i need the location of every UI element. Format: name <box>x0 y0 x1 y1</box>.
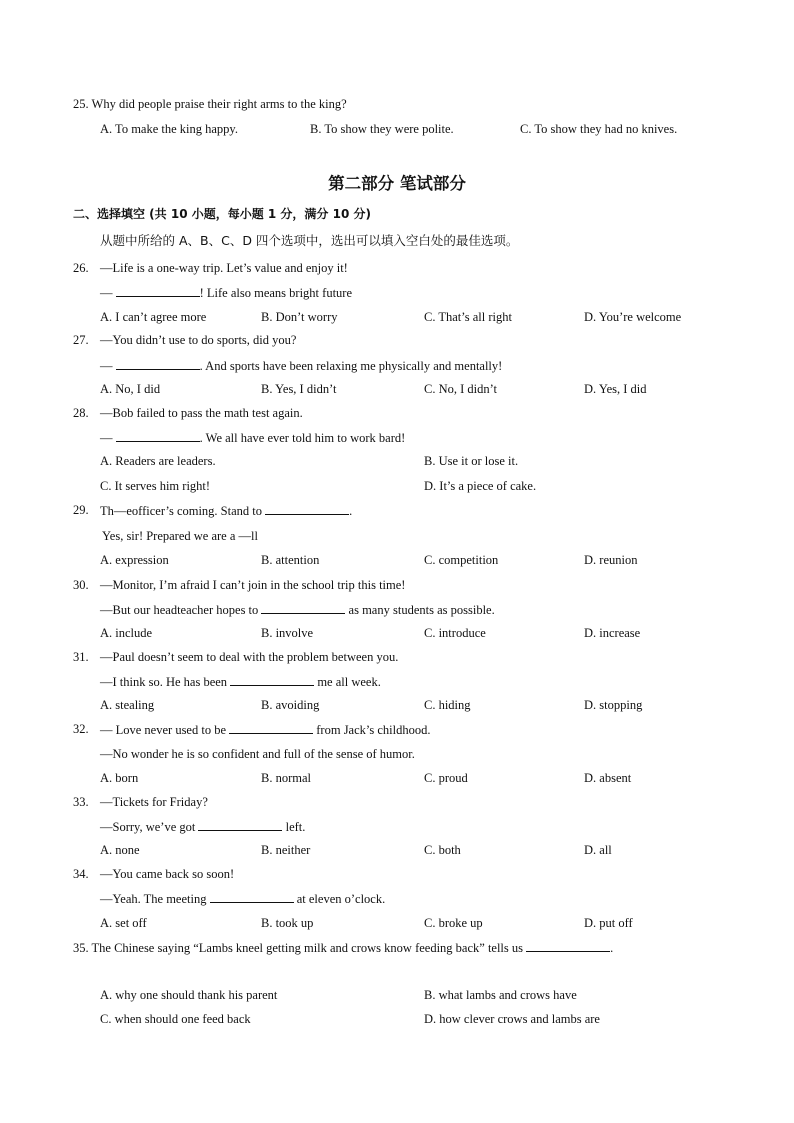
option-d: D. how clever crows and lambs are <box>424 1012 600 1026</box>
option-a: A. include <box>100 626 153 640</box>
option-b: B. neither <box>261 843 311 857</box>
option-c: C. both <box>424 843 461 857</box>
question-line-1: —Paul doesn’t seem to deal with the problem between you. <box>100 650 399 664</box>
question-line-2: Yes, sir! Prepared we are a —ll <box>102 529 258 543</box>
question-line-1: Th—eofficer’s coming. Stand to . <box>100 504 353 518</box>
option-a: A. I can’t agree more <box>100 310 207 324</box>
answer-blank <box>229 721 313 734</box>
answer-blank <box>116 357 200 370</box>
question-line-2: —Sorry, we’ve got left. <box>100 820 306 834</box>
q25-option-a: A. To make the king happy. <box>100 122 238 136</box>
option-b: B. what lambs and crows have <box>424 988 577 1002</box>
option-d: D. Yes, I did <box>584 382 647 396</box>
option-a: A. born <box>100 771 139 785</box>
question-line-2: —Yeah. The meeting at eleven o’clock. <box>100 892 386 906</box>
option-d: D. You’re welcome <box>584 310 682 324</box>
option-b: B. normal <box>261 771 311 785</box>
question-line-2: —I think so. He has been me all week. <box>100 675 381 689</box>
option-d: D. absent <box>584 771 632 785</box>
question-line-2: — . And sports have been relaxing me physically and mentally! <box>100 359 503 373</box>
option-a: A. none <box>100 843 140 857</box>
option-c: C. No, I didn’t <box>424 382 498 396</box>
option-d: D. put off <box>584 916 633 930</box>
answer-blank <box>210 890 294 903</box>
question-line-2: — ! Life also means bright future <box>100 286 353 300</box>
option-a: A. Readers are leaders. <box>100 454 216 468</box>
question-line-2: —But our headteacher hopes to as many students as possible. <box>100 603 495 617</box>
option-b: B. Don’t worry <box>261 310 338 324</box>
answer-blank <box>526 939 610 952</box>
section-instruction: 从题中所给的 A、B、C、D 四个选项中，选出可以填入空白处的最佳选项。 <box>100 233 519 248</box>
answer-blank <box>116 284 200 297</box>
option-c: C. proud <box>424 771 468 785</box>
option-b: B. Use it or lose it. <box>424 454 519 468</box>
option-d: D. It’s a piece of cake. <box>424 479 537 493</box>
answer-blank <box>198 818 282 831</box>
option-a: A. No, I did <box>100 382 161 396</box>
option-d: D. all <box>584 843 612 857</box>
q25-stem: 25. Why did people praise their right arms to the king? <box>73 97 347 111</box>
question-number: 27. <box>73 333 89 347</box>
option-d: D. stopping <box>584 698 643 712</box>
question-number: 29. <box>73 503 89 517</box>
option-b: B. avoiding <box>261 698 320 712</box>
question-number: 30. <box>73 578 89 592</box>
question-number: 34. <box>73 867 89 881</box>
option-c: C. introduce <box>424 626 486 640</box>
question-line-2: —No wonder he is so confident and full of the sense of humor. <box>100 747 415 761</box>
option-c: C. broke up <box>424 916 483 930</box>
answer-blank <box>230 673 314 686</box>
option-c: C. when should one feed back <box>100 1012 251 1026</box>
option-a: A. why one should thank his parent <box>100 988 278 1002</box>
question-number: 26. <box>73 261 89 275</box>
option-c: C. That’s all right <box>424 310 512 324</box>
question-number: 33. <box>73 795 89 809</box>
q25-option-b: B. To show they were polite. <box>310 122 454 136</box>
answer-blank <box>261 601 345 614</box>
option-b: B. involve <box>261 626 314 640</box>
option-b: B. Yes, I didn’t <box>261 382 337 396</box>
option-b: B. took up <box>261 916 314 930</box>
question-number: 32. <box>73 722 89 736</box>
option-a: A. set off <box>100 916 147 930</box>
option-a: A. expression <box>100 553 169 567</box>
answer-blank <box>116 429 200 442</box>
answer-blank <box>265 502 349 515</box>
option-c: C. competition <box>424 553 499 567</box>
option-d: D. reunion <box>584 553 638 567</box>
question-line-1: —You came back so soon! <box>100 867 235 881</box>
option-d: D. increase <box>584 626 641 640</box>
q25-option-c: C. To show they had no knives. <box>520 122 678 136</box>
question-line-1: —Life is a one-way trip. Let’s value and enjoy it! <box>100 261 348 275</box>
q35-stem: 35. The Chinese saying “Lambs kneel getting milk and crows know feeding back” tells us . <box>73 941 614 955</box>
option-c: C. hiding <box>424 698 471 712</box>
question-line-1: —Bob failed to pass the math test again. <box>100 406 303 420</box>
option-c: C. It serves him right! <box>100 479 211 493</box>
option-a: A. stealing <box>100 698 155 712</box>
question-line-1: — Love never used to be from Jack’s childhood. <box>100 723 431 737</box>
question-line-2: — . We all have ever told him to work bard! <box>100 431 406 445</box>
question-line-1: —You didn’t use to do sports, did you? <box>100 333 297 347</box>
section-heading: 二、选择填空 (共 10 小题，每小题 1 分，满分 10 分) <box>73 207 371 221</box>
option-b: B. attention <box>261 553 320 567</box>
question-number: 28. <box>73 406 89 420</box>
question-number: 31. <box>73 650 89 664</box>
question-line-1: —Tickets for Friday? <box>100 795 208 809</box>
part-title: 第二部分 笔试部分 <box>328 174 466 193</box>
question-line-1: —Monitor, I’m afraid I can’t join in the school trip this time! <box>100 578 406 592</box>
